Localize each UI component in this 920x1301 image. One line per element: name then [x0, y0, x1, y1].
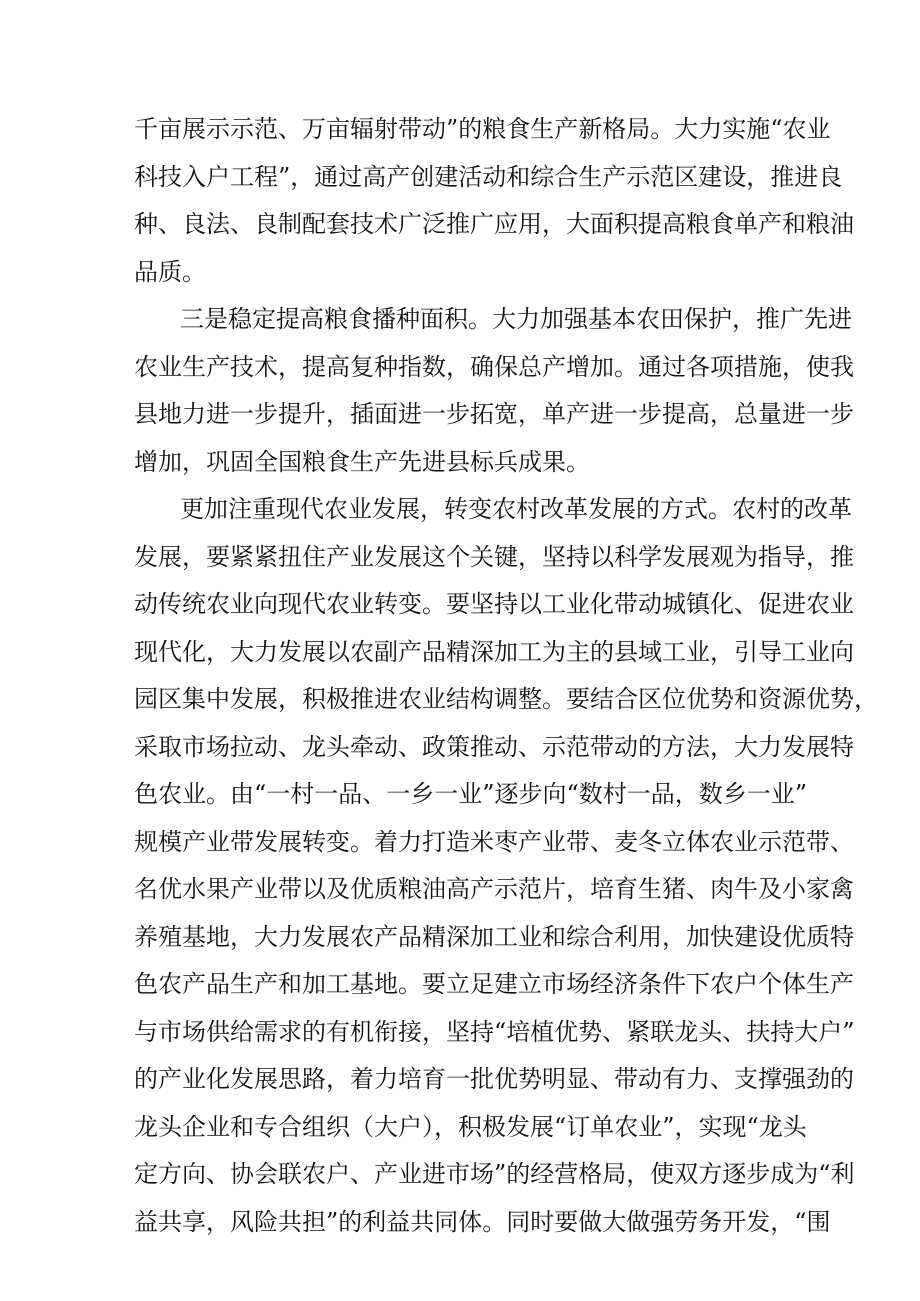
- text-line: 动传统农业向现代农业转变。要坚持以工业化带动城镇化、促进农业: [134, 590, 854, 618]
- text-line: 益共享，风险共担”的利益共同体。同时要做大做强劳务开发，“围: [134, 1207, 831, 1236]
- text-line: 千亩展示示范、万亩辐射带动”的粮食生产新格局。大力实施“农业: [134, 115, 831, 143]
- text-line: 农业生产技术，提高复种指数，确保总产增加。通过各项措施，使我: [134, 352, 854, 381]
- text-line: 品质。: [134, 257, 206, 286]
- text-line: 更加注重现代农业发展，转变农村改革发展的方式。农村的改革: [180, 495, 852, 523]
- text-line: 采取市场拉动、龙头牵动、政策推动、示范带动的方法，大力发展特: [134, 732, 854, 761]
- text-line: 的产业化发展思路，着力培育一批优势明显、带动有力、支撑强劲的: [134, 1065, 854, 1093]
- text-line: 规模产业带发展转变。着力打造米枣产业带、麦冬立体农业示范带、: [134, 827, 854, 856]
- text-line: 三是稳定提高粮食播种面积。大力加强基本农田保护，推广先进: [180, 305, 852, 333]
- text-line: 养殖基地，大力发展农产品精深加工业和综合利用，加快建设优质特: [134, 922, 854, 951]
- text-line: 与市场供给需求的有机衔接，坚持“培植优势、紧联龙头、扶持大户”: [134, 1017, 855, 1046]
- text-line: 名优水果产业带以及优质粮油高产示范片，培育生猪、肉牛及小家禽: [134, 875, 854, 903]
- body-text: [134, 106, 878, 1246]
- text-line: 种、良法、良制配套技术广泛推广应用，大面积提高粮食单产和粮油: [134, 210, 854, 238]
- text-line: 龙头企业和专合组织（大户），积极发展“订单农业”，实现“龙头: [134, 1112, 807, 1141]
- text-line: 科技入户工程”，通过高产创建活动和综合生产示范区建设，推进良: [134, 162, 843, 191]
- text-line: 现代化，大力发展以农副产品精深加工为主的县域工业，引导工业向: [134, 637, 854, 666]
- text-line: 色农业。由“一村一品、一乡一业”逐步向“数村一品，数乡一业”: [134, 780, 808, 808]
- text-line: 园区集中发展，积极推进农业结构调整。要结合区位优势和资源优势，: [134, 685, 878, 713]
- text-line: 增加，巩固全国粮食生产先进县标兵成果。: [134, 447, 590, 476]
- text-line: 发展，要紧紧扭住产业发展这个关键，坚持以科学发展观为指导，推: [134, 542, 854, 571]
- paragraph-3: [134, 486, 878, 1246]
- text-line: 色农产品生产和加工基地。要立足建立市场经济条件下农户个体生产: [134, 970, 854, 998]
- paragraph-2: [134, 296, 854, 486]
- paragraph-1: [134, 106, 854, 296]
- text-line: 县地力进一步提升，插面进一步拓宽，单产进一步提高，总量进一步: [134, 400, 854, 428]
- text-line: 定方向、协会联农户、产业进市场”的经营格局，使双方逐步成为“利: [134, 1160, 855, 1188]
